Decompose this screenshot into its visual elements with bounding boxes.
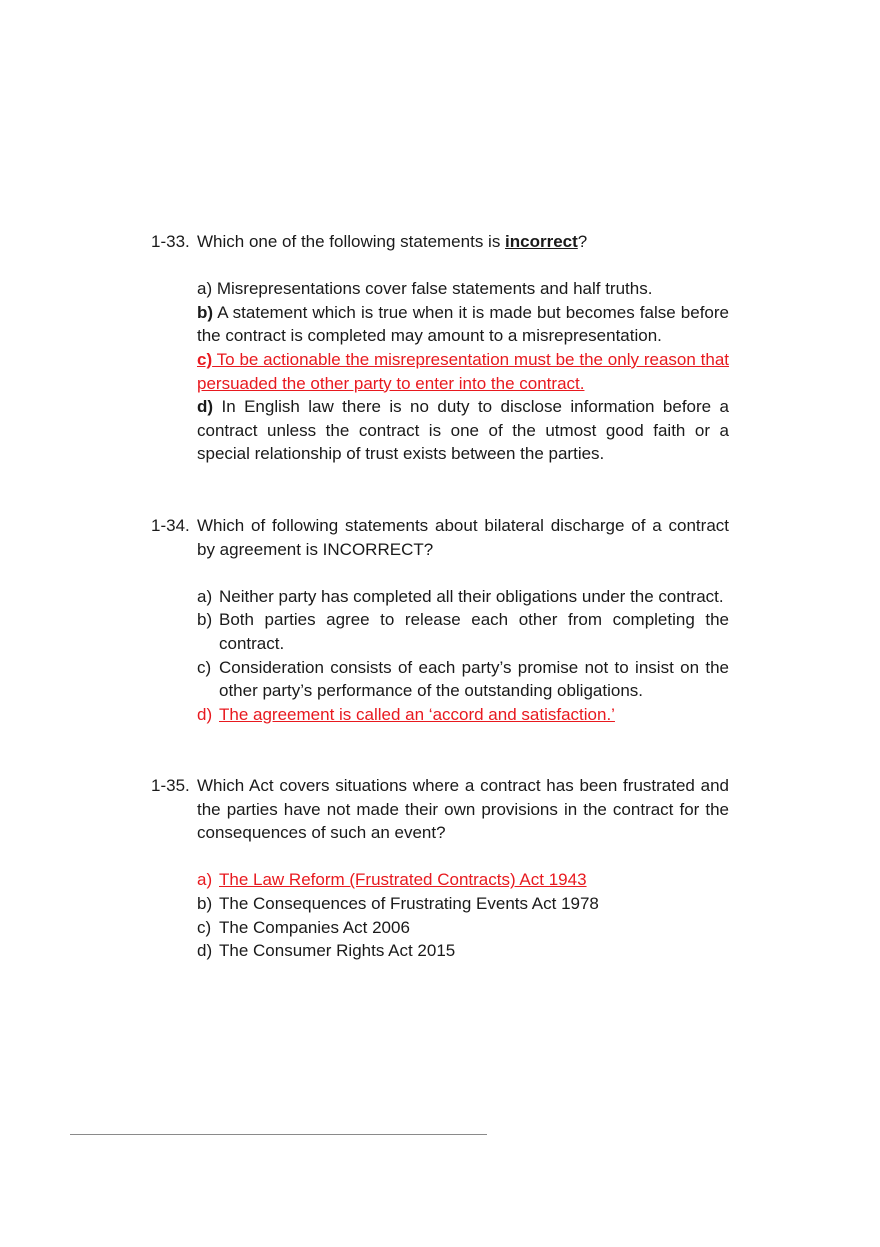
option-b: b) A statement which is true when it is made but becomes false before the contract is completed may amount to a misrepresentation. bbox=[197, 302, 729, 346]
emphasis-incorrect: incorrect bbox=[505, 232, 578, 251]
option-d: d) The Consumer Rights Act 2015 bbox=[197, 941, 456, 961]
question-text: Which of following statements about bilateral discharge of a contract by agreement is INCORRECT? bbox=[197, 516, 729, 559]
option-d: d) In English law there is no duty to disclose information before a contract unless the contract is one of the utmost good faith or a special relationship of trust exists between the parties. bbox=[197, 397, 729, 464]
question-1-33 bbox=[151, 230, 729, 466]
question-text: Which Act covers situations where a contract has been frustrated and the parties have not made their own provisions in the contract for the consequences of such an event? bbox=[197, 776, 729, 843]
option-c-correct-answer: c) To be actionable the misrepresentation must be the only reason that persuaded the other party to enter into the contract. bbox=[197, 349, 729, 393]
question-stem bbox=[151, 230, 729, 254]
option-b: b) The Consequences of Frustrating Events Act 1978 bbox=[197, 893, 599, 913]
question-text: Which one of the following statements is incorrect? bbox=[197, 232, 588, 251]
question-stem bbox=[151, 774, 729, 845]
options-list bbox=[197, 277, 729, 466]
option-a: a) Misrepresentations cover false statements and half truths. bbox=[197, 279, 653, 299]
option-b: b) Both parties agree to release each other from completing the contract. bbox=[197, 610, 729, 653]
options-list bbox=[197, 585, 729, 727]
option-c: c) The Companies Act 2006 bbox=[197, 917, 410, 937]
option-a: a) Neither party has completed all their obligations under the contract. bbox=[197, 586, 724, 606]
question-number: 1-35. bbox=[151, 776, 190, 795]
question-stem bbox=[151, 514, 729, 561]
option-d-correct-answer: d) The agreement is called an ‘accord and satisfaction.’ bbox=[197, 704, 615, 724]
options-list bbox=[197, 868, 729, 962]
question-number: 1-34. bbox=[151, 516, 190, 535]
question-1-35 bbox=[151, 774, 729, 963]
question-number: 1-33. bbox=[151, 232, 190, 251]
question-1-34 bbox=[151, 514, 729, 726]
option-a-correct-answer: a) The Law Reform (Frustrated Contracts) Act 1943 bbox=[197, 870, 587, 890]
footnote-separator-line bbox=[70, 1134, 487, 1135]
option-c: c) Consideration consists of each party’s promise not to insist on the other party’s performance of the outstanding obligations. bbox=[197, 657, 729, 701]
